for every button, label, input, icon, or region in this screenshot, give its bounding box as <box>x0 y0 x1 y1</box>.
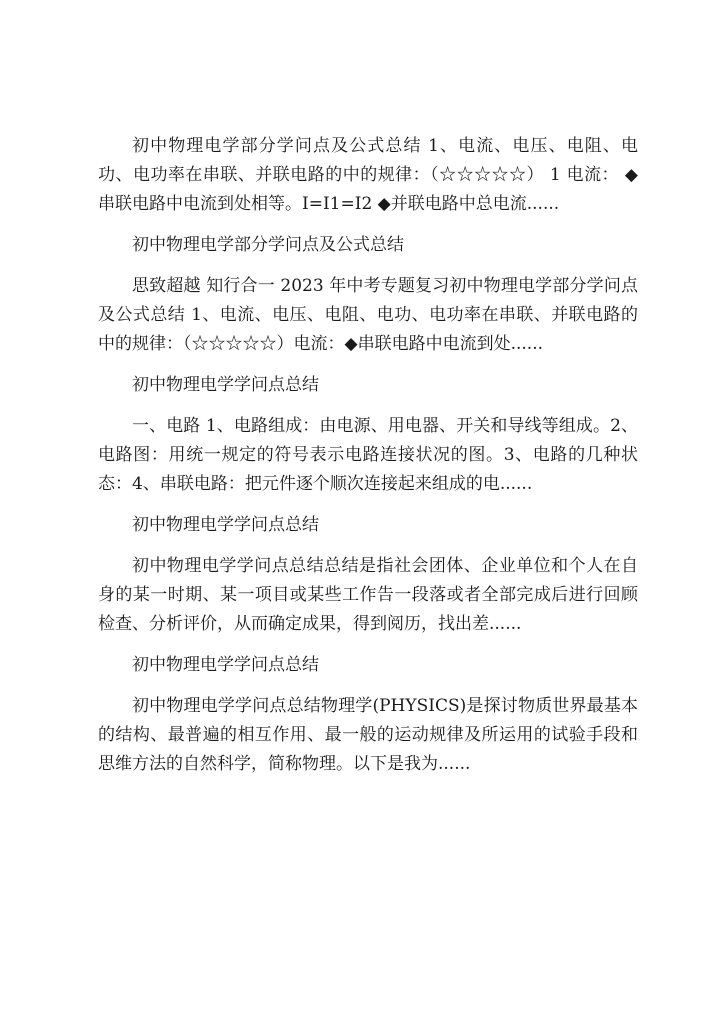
paragraph-4: 初中物理电学学问点总结总结是指社会团体、企业单位和个人在自身的某一时期、某一项目或某些工作告一段落或者全部完成后进行回顾检查、分析评价，从而确定成果，得到阅历，找出差...... <box>98 556 638 634</box>
document-body <box>98 132 638 791</box>
section-heading-3: 初中物理电学学问点总结 <box>132 515 319 535</box>
section-heading-1: 初中物理电学部分学问点及公式总结 <box>132 235 404 255</box>
section-heading-2: 初中物理电学学问点总结 <box>132 375 319 395</box>
paragraph-3: 一、电路 1、电路组成：由电源、用电器、开关和导线等组成。2、电路图：用统一规定的符号表示电路连接状况的图。3、电路的几种状态：4、串联电路：把元件逐个顺次连接起来组成的电...... <box>98 416 638 494</box>
paragraph-2: 思致超越 知行合一 2023 年中考专题复习初中物理电学部分学问点及公式总结 1、电流、电压、电阻、电功、电功率在串联、并联电路的中的规律：（☆☆☆☆☆）电流：◆串联电路中电流到处...... <box>98 276 638 354</box>
paragraph-5: 初中物理电学学问点总结物理学(PHYSICS)是探讨物质世界最基本的结构、最普遍的相互作用、最一般的运动规律及所运用的试验手段和思维方法的自然科学，简称物理。以下是我为...... <box>98 696 638 774</box>
section-heading-4: 初中物理电学学问点总结 <box>132 655 319 675</box>
paragraph-1: 初中物理电学部分学问点及公式总结 1、电流、电压、电阻、电功、电功率在串联、并联电路的中的规律：（☆☆☆☆☆） 1 电流： ◆串联电路中电流到处相等。I=I1=I2 ◆并联电路中总电流...... <box>98 136 638 214</box>
